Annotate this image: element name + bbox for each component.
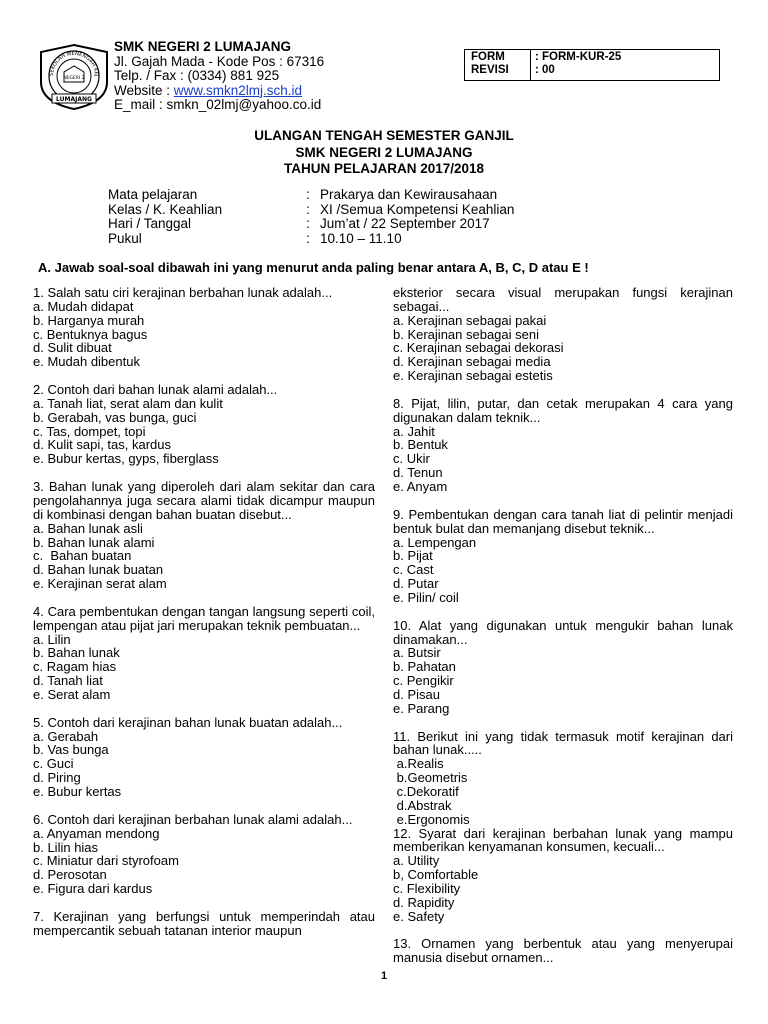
answer-option: d. Bahan lunak buatan [33, 562, 164, 578]
school-logo [34, 42, 114, 112]
website-link[interactable]: www.smkn2lmj.sch.id [173, 82, 303, 98]
answer-option: c. Miniatur dari styrofoam [33, 853, 179, 869]
info-key: Kelas / K. Keahlian [108, 201, 223, 217]
answer-option: d.Abstrak [393, 797, 452, 813]
answer-option: a. Lempengan [393, 534, 477, 550]
school-phone: Telp. / Fax : (0334) 881 925 [114, 68, 280, 84]
answer-option: b, Comfortable [393, 867, 479, 883]
question-block [33, 910, 375, 938]
info-value: Prakarya dan Kewirausahaan [320, 187, 498, 202]
answer-option: d. Perosotan [33, 867, 107, 883]
answer-option: b. Pijat [393, 548, 433, 564]
questions-left-column [33, 286, 375, 952]
form-labels [465, 50, 531, 80]
form-values [531, 50, 719, 80]
questions-right-column [393, 286, 733, 979]
question-block [393, 937, 733, 965]
answer-option: d. Kerajinan sebagai media [393, 354, 551, 370]
question-block [393, 619, 733, 716]
info-value: 10.10 – 11.10 [320, 230, 402, 246]
answer-option: c. Tas, dompet, topi [33, 423, 146, 439]
school-name: SMK NEGERI 2 LUMAJANG [114, 39, 292, 54]
answer-option: b. Gerabah, vas bunga, guci [33, 409, 197, 425]
logo-banner-text: LUMAJANG [56, 96, 92, 103]
answer-option: c. Flexibility [393, 880, 461, 896]
form-value: : FORM-KUR-25 [535, 51, 622, 63]
question-stem: 3. Bahan lunak yang diperoleh dari alam sekitar dan cara pengolahannya juga secara alami tidak dicampur maupun di kombinasi dengan bahan buatan disebut... [33, 479, 375, 522]
letterhead [28, 40, 748, 114]
answer-option: a. Utility [393, 853, 440, 869]
answer-option: a.Realis [393, 756, 444, 772]
info-colon: : [306, 201, 310, 217]
school-logo-icon [34, 42, 114, 112]
question-block [33, 813, 375, 896]
info-colon: : [306, 187, 310, 202]
answer-option: a. Kerajinan sebagai pakai [393, 312, 547, 328]
question-stem: 2. Contoh dari bahan lunak alami adalah... [33, 382, 278, 398]
question-block [393, 508, 733, 605]
info-colon: : [306, 216, 310, 231]
question-stem: 8. Pijat, lilin, putar, dan cetak merupakan 4 cara yang digunakan dalam teknik... [393, 395, 733, 425]
answer-option: b. Bahan lunak alami [33, 534, 155, 550]
school-website-line [114, 84, 324, 99]
question-block [393, 827, 733, 924]
answer-option: e. Mudah dibentuk [33, 354, 140, 370]
answer-option: b. Bahan lunak [33, 645, 120, 661]
info-key: Mata pelajaran [108, 187, 198, 202]
question-block [33, 716, 375, 799]
answer-option: d. Tenun [393, 465, 443, 481]
answer-option: e. Safety [393, 908, 445, 924]
answer-option: c. Ragam hias [33, 659, 117, 675]
answer-option: e. Kerajinan serat alam [33, 576, 167, 592]
exam-title [0, 128, 768, 178]
answer-option: c.Dekoratif [393, 784, 459, 799]
answer-option: c. Cast [393, 562, 434, 578]
form-label: FORM [471, 51, 505, 63]
question-block [393, 286, 733, 383]
answer-option: e. Parang [393, 700, 450, 716]
answer-option: e. Bubur kertas [33, 784, 122, 799]
answer-option: b. Kerajinan sebagai seni [393, 326, 539, 342]
answer-option: d. Piring [33, 770, 81, 786]
answer-option: e. Anyam [393, 478, 448, 494]
answer-option: a. Tanah liat, serat alam dan kulit [33, 395, 223, 411]
question-block [33, 605, 375, 702]
answer-option: e.Ergonomis [393, 811, 470, 827]
question-stem: 9. Pembentukan dengan cara tanah liat di pelintir menjadi bentuk bulat dan memanjang disebut teknik... [393, 506, 733, 536]
answer-option: a. Mudah didapat [33, 298, 134, 314]
answer-option: d. Tanah liat [33, 673, 103, 689]
answer-option: a. Anyaman mendong [33, 825, 160, 841]
answer-option: d. Rapidity [393, 894, 455, 910]
answer-option: c. Pengikir [393, 673, 454, 689]
question-block [33, 383, 375, 466]
question-stem: 11. Berikut ini yang tidak termasuk motif kerajinan dari bahan lunak..... [393, 728, 733, 758]
answer-option: e. Bubur kertas, gyps, fiberglass [33, 451, 219, 467]
info-key: Hari / Tanggal [108, 216, 192, 231]
revision-label: REVISI [471, 64, 509, 76]
answer-option: b.Geometris [393, 770, 468, 786]
question-stem: 10. Alat yang digunakan untuk mengukir bahan lunak dinamakan... [393, 617, 733, 647]
answer-option: b. Pahatan [393, 659, 456, 675]
question-stem: 5. Contoh dari kerajinan bahan lunak buatan adalah... [33, 714, 343, 730]
answer-option: b. Bentuk [393, 437, 448, 453]
info-value: XI /Semua Kompetensi Keahlian [320, 201, 515, 217]
answer-option: a. Butsir [393, 645, 441, 661]
answer-option: c. Kerajinan sebagai dekorasi [393, 340, 564, 356]
website-label: Website : [114, 82, 174, 98]
title-line-3: TAHUN PELAJARAN 2017/2018 [283, 161, 485, 176]
question-stem: 7. Kerajinan yang berfungsi untuk memperindah atau mempercantik sebuah tatanan interior maupun [33, 908, 375, 938]
page-number: 1 [380, 970, 388, 982]
revision-value: : 00 [535, 64, 555, 76]
answer-option: d. Pisau [393, 686, 440, 702]
info-key: Pukul [108, 230, 142, 246]
question-block [33, 286, 375, 369]
answer-option: a. Lilin [33, 631, 71, 647]
answer-option: d. Putar [393, 576, 439, 592]
answer-option: b. Harganya murah [33, 312, 145, 328]
title-line-2: SMK NEGERI 2 LUMAJANG [295, 144, 473, 160]
question-stem: 6. Contoh dari kerajinan berbahan lunak alami adalah... [33, 811, 353, 827]
info-colon: : [306, 230, 310, 246]
section-instruction: A. Jawab soal-soal dibawah ini yang menurut anda paling benar antara A, B, C, D atau E ! [38, 260, 589, 275]
school-address: Jl. Gajah Mada - Kode Pos : 67316 [114, 53, 325, 69]
answer-option: c. Ukir [393, 451, 430, 467]
answer-option: d. Sulit dibuat [33, 340, 112, 356]
logo-ring-text: SEKOLAH MENENGAH KEJ [48, 50, 100, 77]
answer-option: c. Bentuknya bagus [33, 326, 148, 342]
answer-option: e. Kerajinan sebagai estetis [393, 368, 553, 384]
answer-option: e. Pilin/ coil [393, 589, 459, 605]
form-revision-box [464, 49, 720, 81]
question-stem: 4. Cara pembentukan dengan tangan langsung seperti coil, lempengan atau pijat jari merupakan teknik pembuatan... [33, 603, 375, 633]
question-block [393, 730, 733, 827]
answer-option: b. Vas bunga [33, 742, 109, 758]
question-stem: 1. Salah satu ciri kerajinan berbahan lunak adalah... [33, 285, 333, 300]
answer-option: e. Figura dari kardus [33, 881, 153, 897]
answer-option: b. Lilin hias [33, 839, 99, 855]
answer-option: a. Gerabah [33, 728, 99, 744]
school-email: E_mail : smkn_02lmj@yahoo.co.id [114, 97, 322, 113]
question-block [393, 397, 733, 494]
answer-option: c. Guci [33, 756, 74, 772]
question-stem: 12. Syarat dari kerajinan berbahan lunak yang mampu memberikan kenyamanan konsumen, kecuali... [393, 825, 733, 855]
school-info [114, 40, 324, 113]
question-stem: 13. Ornamen yang berbentuk atau yang menyerupai manusia disebut ornamen... [393, 936, 733, 966]
answer-option: e. Serat alam [33, 686, 111, 702]
answer-option: d. Kulit sapi, tas, kardus [33, 437, 172, 453]
title-line-1: ULANGAN TENGAH SEMESTER GANJIL [254, 128, 514, 143]
answer-option: a. Bahan lunak asli [33, 520, 143, 536]
question-block [33, 480, 375, 591]
info-value: Jum’at / 22 September 2017 [320, 216, 490, 231]
answer-option: c. Bahan buatan [33, 548, 132, 564]
answer-option: a. Jahit [393, 423, 435, 439]
question-stem: eksterior secara visual merupakan fungsi kerajinan sebagai... [393, 285, 733, 314]
logo-center-text: NEGERI 2 [63, 76, 85, 81]
